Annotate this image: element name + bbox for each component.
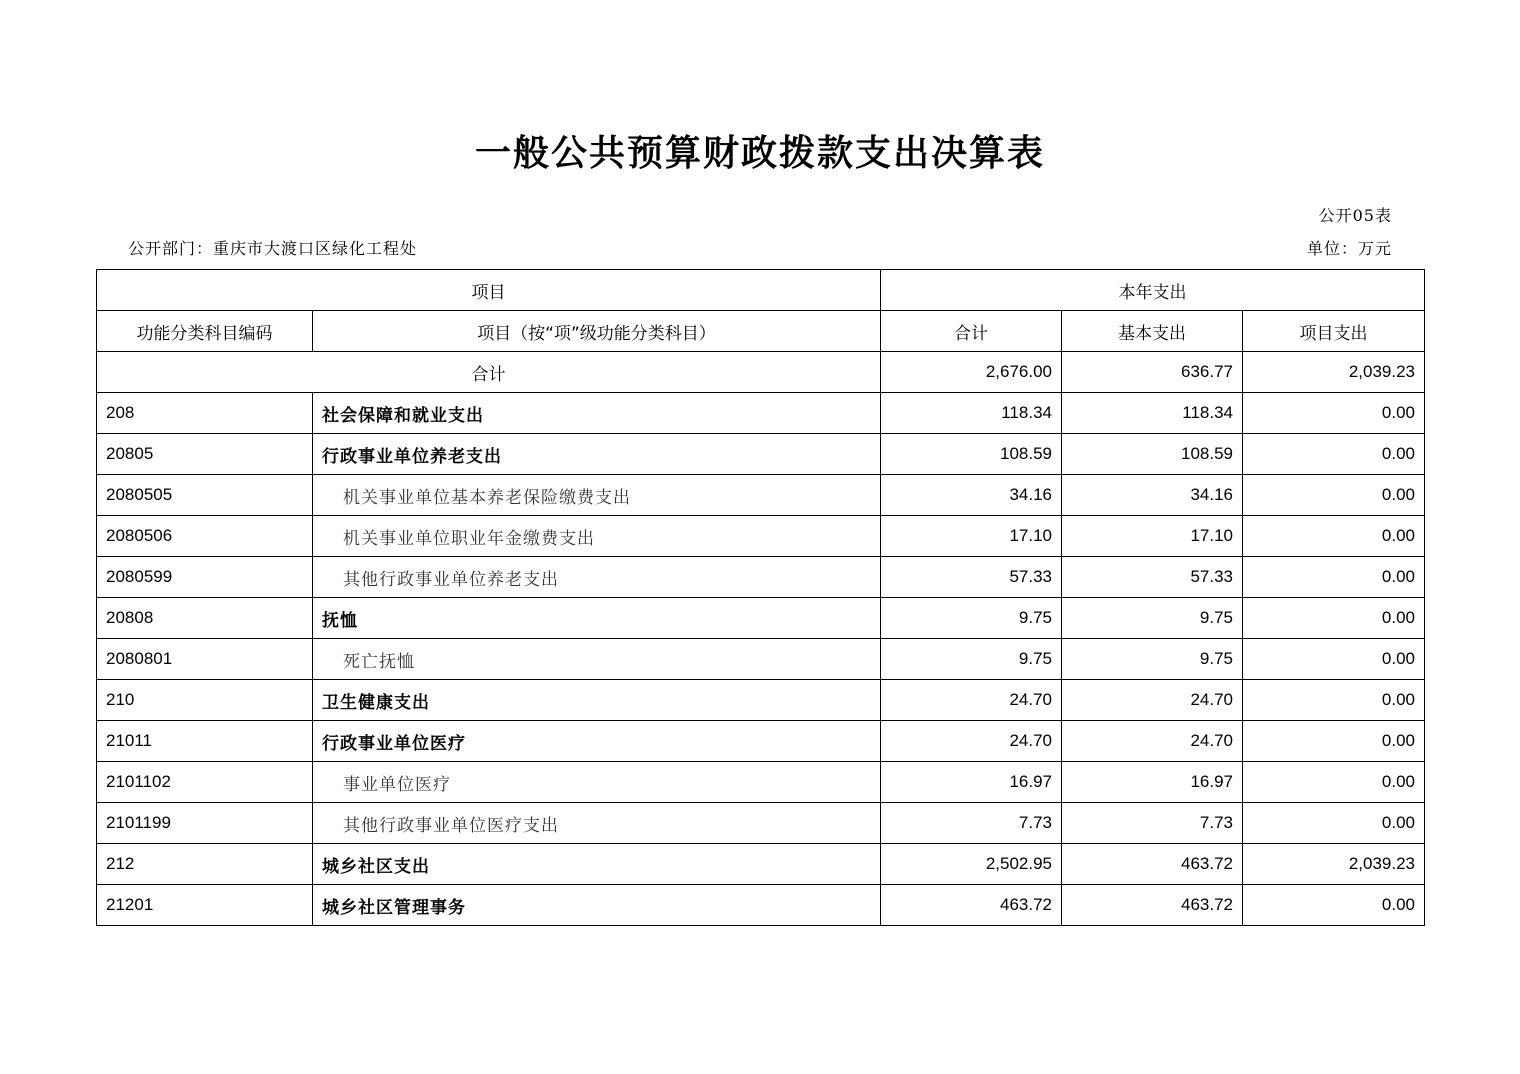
total-row-project: 2,039.23 (1243, 352, 1425, 393)
row-total: 9.75 (881, 598, 1062, 639)
department-label: 公开部门：重庆市大渡口区绿化工程处 (128, 239, 418, 258)
table-row (97, 475, 1425, 516)
row-project: 0.00 (1243, 393, 1425, 434)
table-row (97, 393, 1425, 434)
table-row (97, 721, 1425, 762)
row-basic: 463.72 (1062, 885, 1243, 926)
row-project: 0.00 (1243, 762, 1425, 803)
row-item-name: 卫生健康支出 (313, 680, 881, 721)
row-code: 21201 (97, 885, 313, 926)
row-total: 118.34 (881, 393, 1062, 434)
row-item-name: 机关事业单位基本养老保险缴费支出 (313, 475, 881, 516)
header-current-year: 本年支出 (881, 270, 1425, 311)
row-basic: 34.16 (1062, 475, 1243, 516)
row-basic: 9.75 (1062, 639, 1243, 680)
row-project: 0.00 (1243, 475, 1425, 516)
row-code: 21011 (97, 721, 313, 762)
table-row (97, 803, 1425, 844)
row-total: 57.33 (881, 557, 1062, 598)
row-project: 0.00 (1243, 885, 1425, 926)
row-project: 0.00 (1243, 680, 1425, 721)
row-item-name: 事业单位医疗 (313, 762, 881, 803)
table-row (97, 680, 1425, 721)
total-row-total: 2,676.00 (881, 352, 1062, 393)
row-basic: 108.59 (1062, 434, 1243, 475)
table-row (97, 557, 1425, 598)
header-project: 项目 (97, 270, 881, 311)
row-code: 20805 (97, 434, 313, 475)
total-row-basic: 636.77 (1062, 352, 1243, 393)
table-row (97, 598, 1425, 639)
row-code: 2080599 (97, 557, 313, 598)
row-item-name: 社会保障和就业支出 (313, 393, 881, 434)
row-project: 0.00 (1243, 803, 1425, 844)
row-item-name: 城乡社区管理事务 (313, 885, 881, 926)
row-total: 108.59 (881, 434, 1062, 475)
row-project: 0.00 (1243, 598, 1425, 639)
row-code: 2101199 (97, 803, 313, 844)
row-basic: 24.70 (1062, 680, 1243, 721)
header-total: 合计 (881, 311, 1062, 352)
row-basic: 9.75 (1062, 598, 1243, 639)
row-code: 2080505 (97, 475, 313, 516)
row-total: 7.73 (881, 803, 1062, 844)
budget-table (96, 269, 1425, 926)
row-total: 24.70 (881, 680, 1062, 721)
header-item: 项目（按“项”级功能分类科目） (313, 311, 881, 352)
row-item-name: 行政事业单位养老支出 (313, 434, 881, 475)
row-project: 0.00 (1243, 516, 1425, 557)
table-code: 公开05表 (1318, 206, 1392, 225)
row-total: 9.75 (881, 639, 1062, 680)
row-item-name: 其他行政事业单位医疗支出 (313, 803, 881, 844)
row-code: 210 (97, 680, 313, 721)
header-basic: 基本支出 (1062, 311, 1243, 352)
header-row-2 (97, 311, 1425, 352)
row-basic: 16.97 (1062, 762, 1243, 803)
table-row (97, 844, 1425, 885)
row-code: 2080506 (97, 516, 313, 557)
row-code: 2080801 (97, 639, 313, 680)
row-basic: 118.34 (1062, 393, 1243, 434)
row-total: 34.16 (881, 475, 1062, 516)
table-row (97, 762, 1425, 803)
header-project-expense: 项目支出 (1243, 311, 1425, 352)
row-basic: 17.10 (1062, 516, 1243, 557)
row-total: 24.70 (881, 721, 1062, 762)
table-row (97, 885, 1425, 926)
table-row (97, 516, 1425, 557)
table-row (97, 434, 1425, 475)
row-basic: 24.70 (1062, 721, 1243, 762)
row-item-name: 城乡社区支出 (313, 844, 881, 885)
row-project: 0.00 (1243, 434, 1425, 475)
header-row-1 (97, 270, 1425, 311)
row-basic: 57.33 (1062, 557, 1243, 598)
row-item-name: 死亡抚恤 (313, 639, 881, 680)
row-total: 17.10 (881, 516, 1062, 557)
row-code: 2101102 (97, 762, 313, 803)
row-basic: 7.73 (1062, 803, 1243, 844)
row-code: 208 (97, 393, 313, 434)
row-basic: 463.72 (1062, 844, 1243, 885)
header-code: 功能分类科目编码 (97, 311, 313, 352)
row-project: 0.00 (1243, 557, 1425, 598)
row-total: 463.72 (881, 885, 1062, 926)
table-row (97, 639, 1425, 680)
row-total: 16.97 (881, 762, 1062, 803)
unit-label: 单位：万元 (1306, 239, 1392, 258)
total-row (97, 352, 1425, 393)
page-title: 一般公共预算财政拨款支出决算表 (474, 133, 1045, 174)
row-code: 20808 (97, 598, 313, 639)
row-code: 212 (97, 844, 313, 885)
row-total: 2,502.95 (881, 844, 1062, 885)
row-item-name: 机关事业单位职业年金缴费支出 (313, 516, 881, 557)
row-project: 0.00 (1243, 721, 1425, 762)
row-project: 2,039.23 (1243, 844, 1425, 885)
total-row-label: 合计 (97, 352, 881, 393)
row-project: 0.00 (1243, 639, 1425, 680)
row-item-name: 其他行政事业单位养老支出 (313, 557, 881, 598)
row-item-name: 抚恤 (313, 598, 881, 639)
row-item-name: 行政事业单位医疗 (313, 721, 881, 762)
